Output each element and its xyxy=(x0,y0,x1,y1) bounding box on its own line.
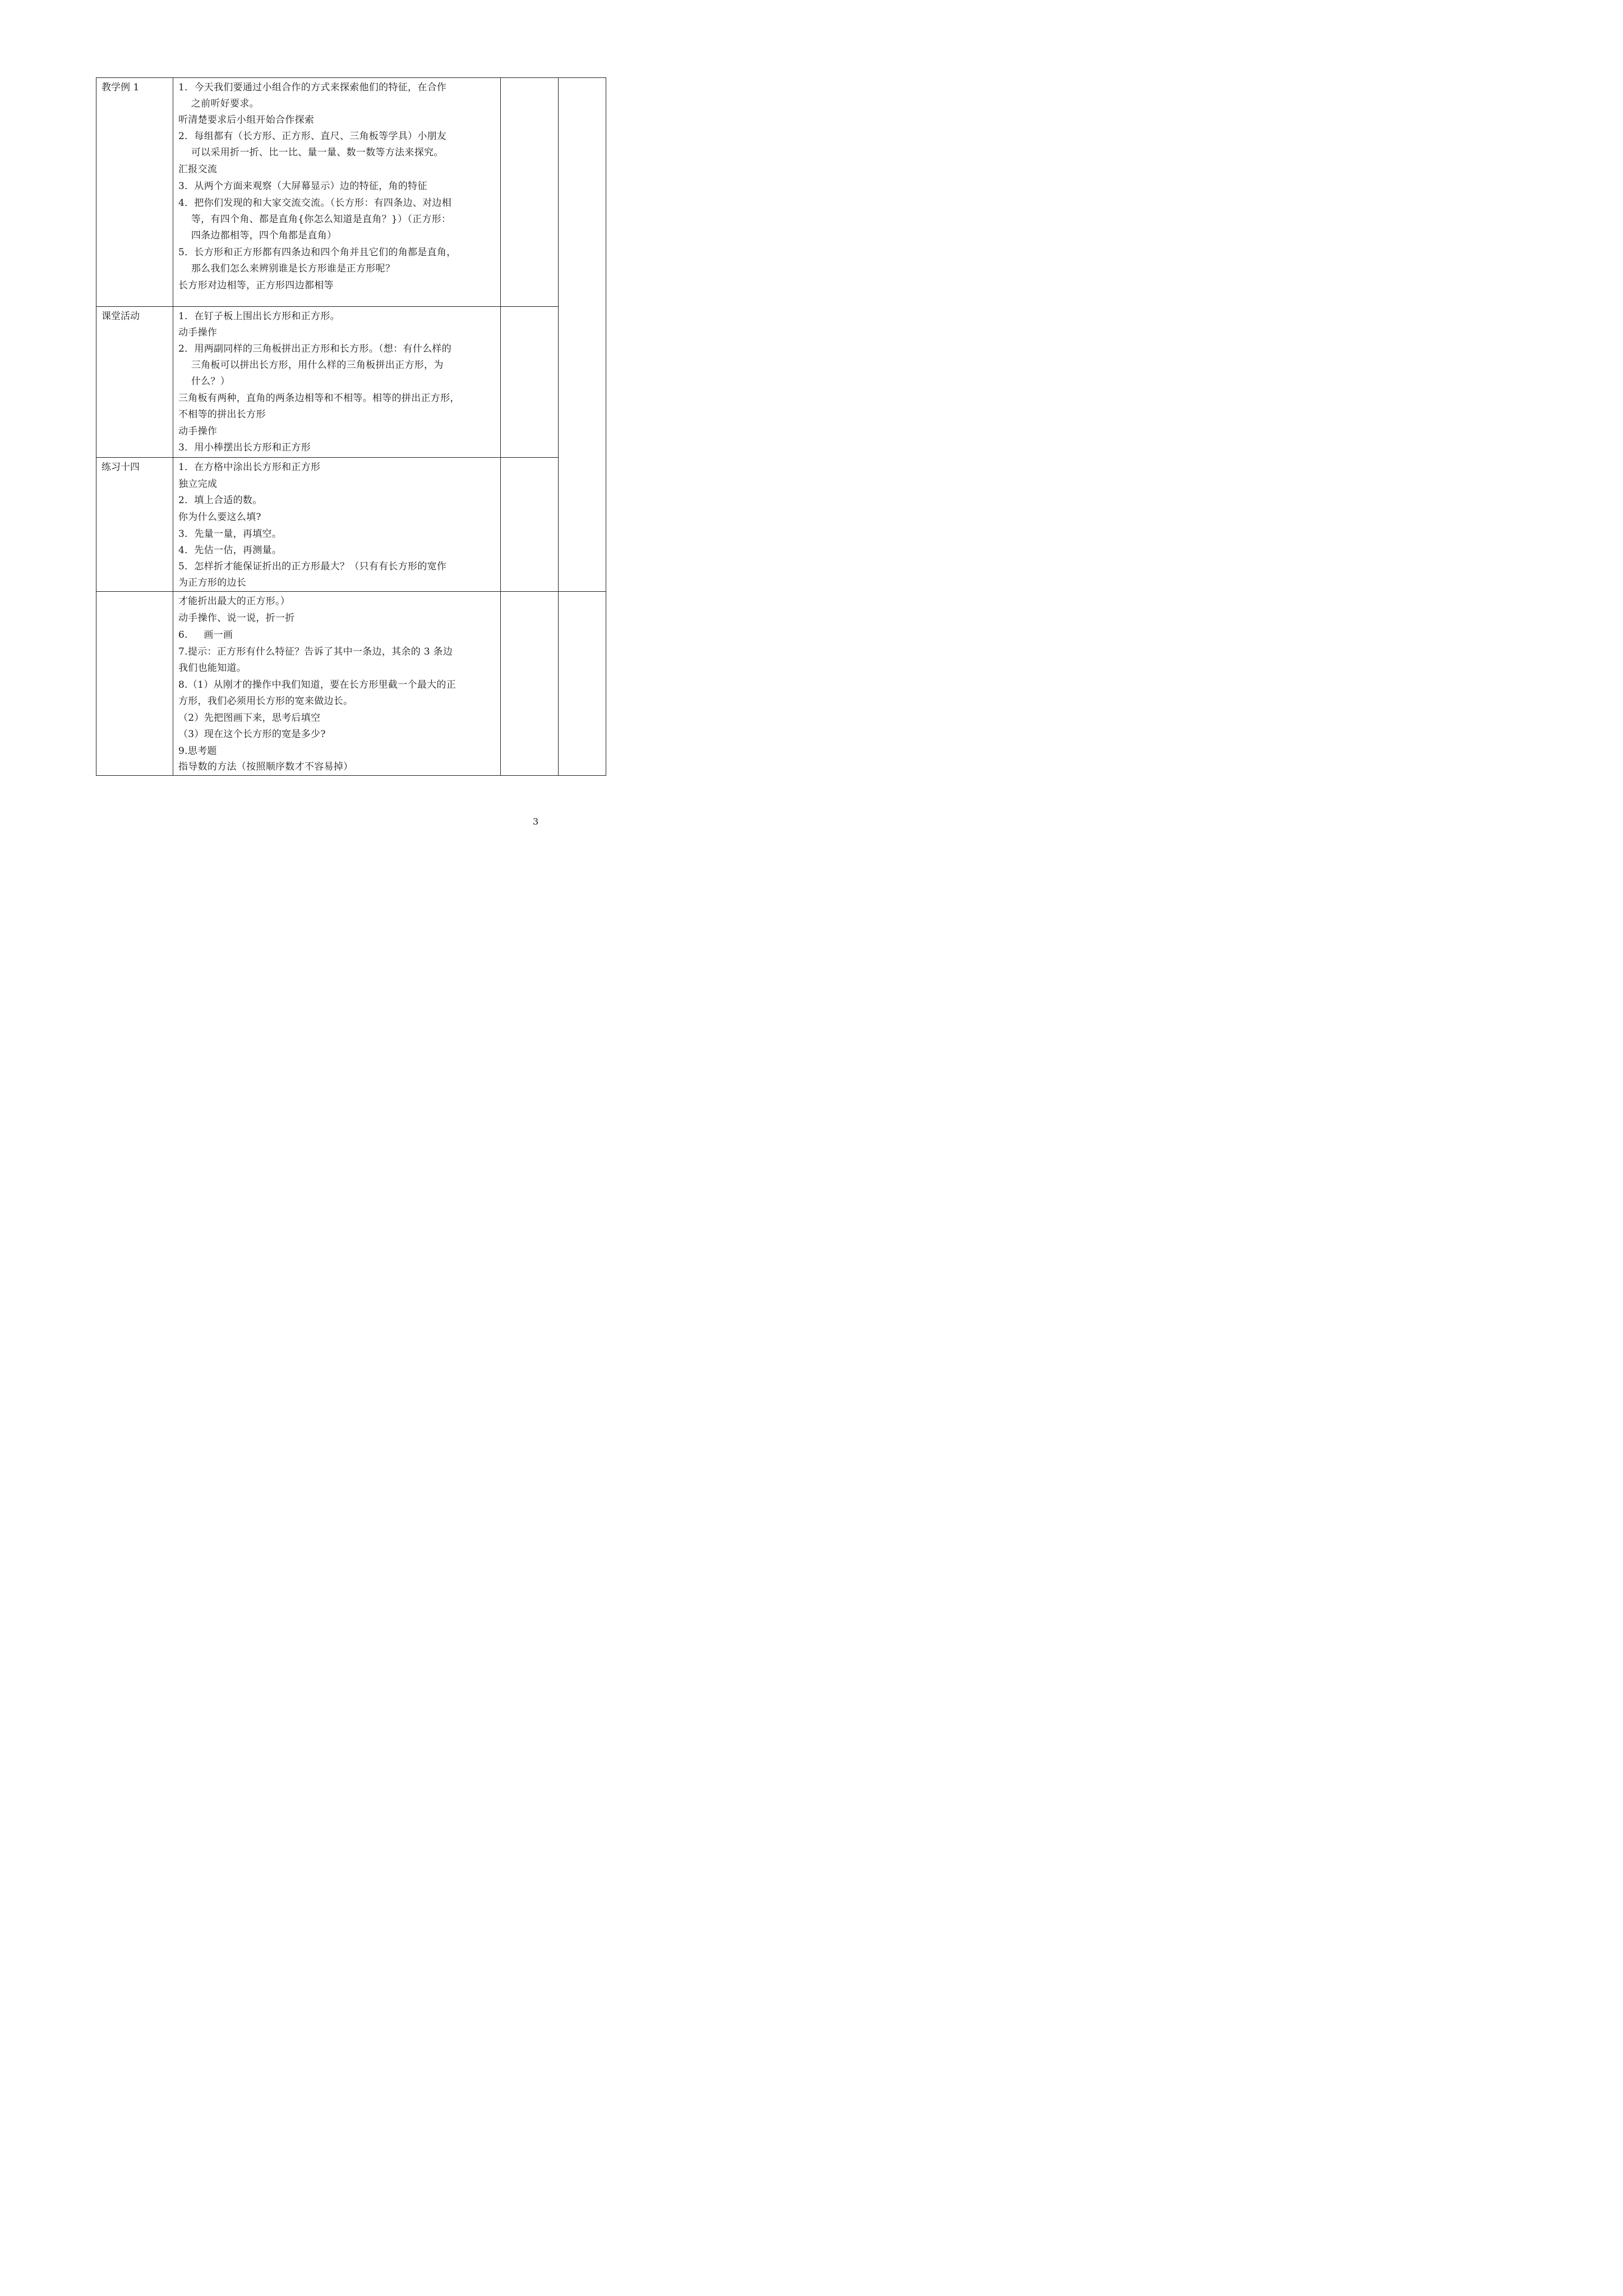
row-2-line-1: 1．在钉子板上围出长方形和正方形。 xyxy=(178,311,340,322)
row-4-line-1: 才能折出最大的正方形。） xyxy=(178,596,291,607)
row-1-line-12: 那么我们怎么来辨别谁是长方形谁是正方形呢？ xyxy=(178,263,395,274)
row-1-line-3: 听清楚要求后小组开始合作探索 xyxy=(178,114,315,126)
row-3-line-7: 5．怎样折才能保证折出的正方形最大？（只有有长方形的宽作 xyxy=(178,561,447,572)
row-4-line-2: 动手操作、说一说，折一折 xyxy=(178,613,295,624)
row-1-line-8: 4．把你们发现的和大家交流交流。（长方形：有四条边、对边相 xyxy=(178,197,452,209)
row-1-line-7: 3．从两个方面来观察（大屏幕显示）边的特征，角的特征 xyxy=(178,181,427,192)
row-3-line-5: 3．先量一量，再填空。 xyxy=(178,528,282,540)
document-page xyxy=(0,0,634,898)
row-4-line-11: 指导数的方法（按照顺序数才不容易掉） xyxy=(178,761,353,772)
row-4-line-3: 6. 画一画 xyxy=(178,629,233,641)
row-1-line-11: 5．长方形和正方形都有四条边和四个角并且它们的角都是直角， xyxy=(178,247,457,258)
row-4-line-5: 我们也能知道。 xyxy=(178,662,247,674)
row-4-line-6: 8.（1）从刚才的操作中我们知道，要在长方形里截一个最大的正 xyxy=(178,679,457,691)
row-2-line-5: 什么？） xyxy=(178,376,230,387)
row-2-line-8: 动手操作 xyxy=(178,426,218,437)
row-4-line-10: 9.思考题 xyxy=(178,746,217,757)
row-1-line-6: 汇报交流 xyxy=(178,164,218,175)
row-2-line-6: 三角板有两种，直角的两条边相等和不相等。相等的拼出正方形， xyxy=(178,393,460,404)
row-4-line-7: 方形，我们必须用长方形的宽来做边长。 xyxy=(178,696,353,707)
col-line-3 xyxy=(500,77,501,776)
row-label-3: 练习十四 xyxy=(102,462,140,473)
row-4-line-8: （2）先把图画下来，思考后填空 xyxy=(178,712,321,724)
row-label-2: 课堂活动 xyxy=(102,311,140,322)
row-2-line-7: 不相等的拼出长方形 xyxy=(178,409,266,420)
page-number: 3 xyxy=(533,816,539,827)
row-3-line-6: 4．先估一估，再测量。 xyxy=(178,545,282,556)
row-divider-2 xyxy=(96,457,558,458)
row-2-line-4: 三角板可以拼出长方形，用什么样的三角板拼出正方形，为 xyxy=(178,360,444,371)
row-1-line-2: 之前听好要求。 xyxy=(178,98,259,109)
row-1-line-10: 四条边都相等，四个角都是直角） xyxy=(178,230,337,241)
row-1-line-1: 1．今天我们要通过小组合作的方式来探索他们的特征，在合作 xyxy=(178,82,447,93)
row-3-line-3: 2．填上合适的数。 xyxy=(178,495,262,506)
row-2-line-3: 2．用两副同样的三角板拼出正方形和长方形。（想：有什么样的 xyxy=(178,343,452,355)
row-2-line-9: 3．用小棒摆出长方形和正方形 xyxy=(178,442,311,453)
row-4-line-4: 7.提示：正方形有什么特征？告诉了其中一条边，其余的 3 条边 xyxy=(178,646,453,657)
row-4-line-9: （3）现在这个长方形的宽是多少? xyxy=(178,729,326,740)
row-1-line-5: 可以采用折一折、比一比、量一量、数一数等方法来探究。 xyxy=(178,147,444,158)
row-3-line-4: 你为什么要这么填? xyxy=(178,512,261,523)
row-divider-1 xyxy=(96,306,558,307)
row-1-line-9: 等，有四个角、都是直角{你怎么知道是直角？}）（正方形： xyxy=(178,214,451,225)
col-line-4 xyxy=(558,77,559,776)
row-label-1: 教学例 1 xyxy=(102,82,140,93)
row-1-line-13: 长方形对边相等，正方形四边都相等 xyxy=(178,280,334,291)
row-3-line-8: 为正方形的边长 xyxy=(178,577,247,588)
row-3-line-1: 1．在方格中涂出长方形和正方形 xyxy=(178,462,321,473)
row-3-line-2: 独立完成 xyxy=(178,478,218,490)
row-1-line-4: 2．每组都有（长方形、正方形、直尺、三角板等学具）小朋友 xyxy=(178,131,447,142)
row-2-line-2: 动手操作 xyxy=(178,327,218,338)
